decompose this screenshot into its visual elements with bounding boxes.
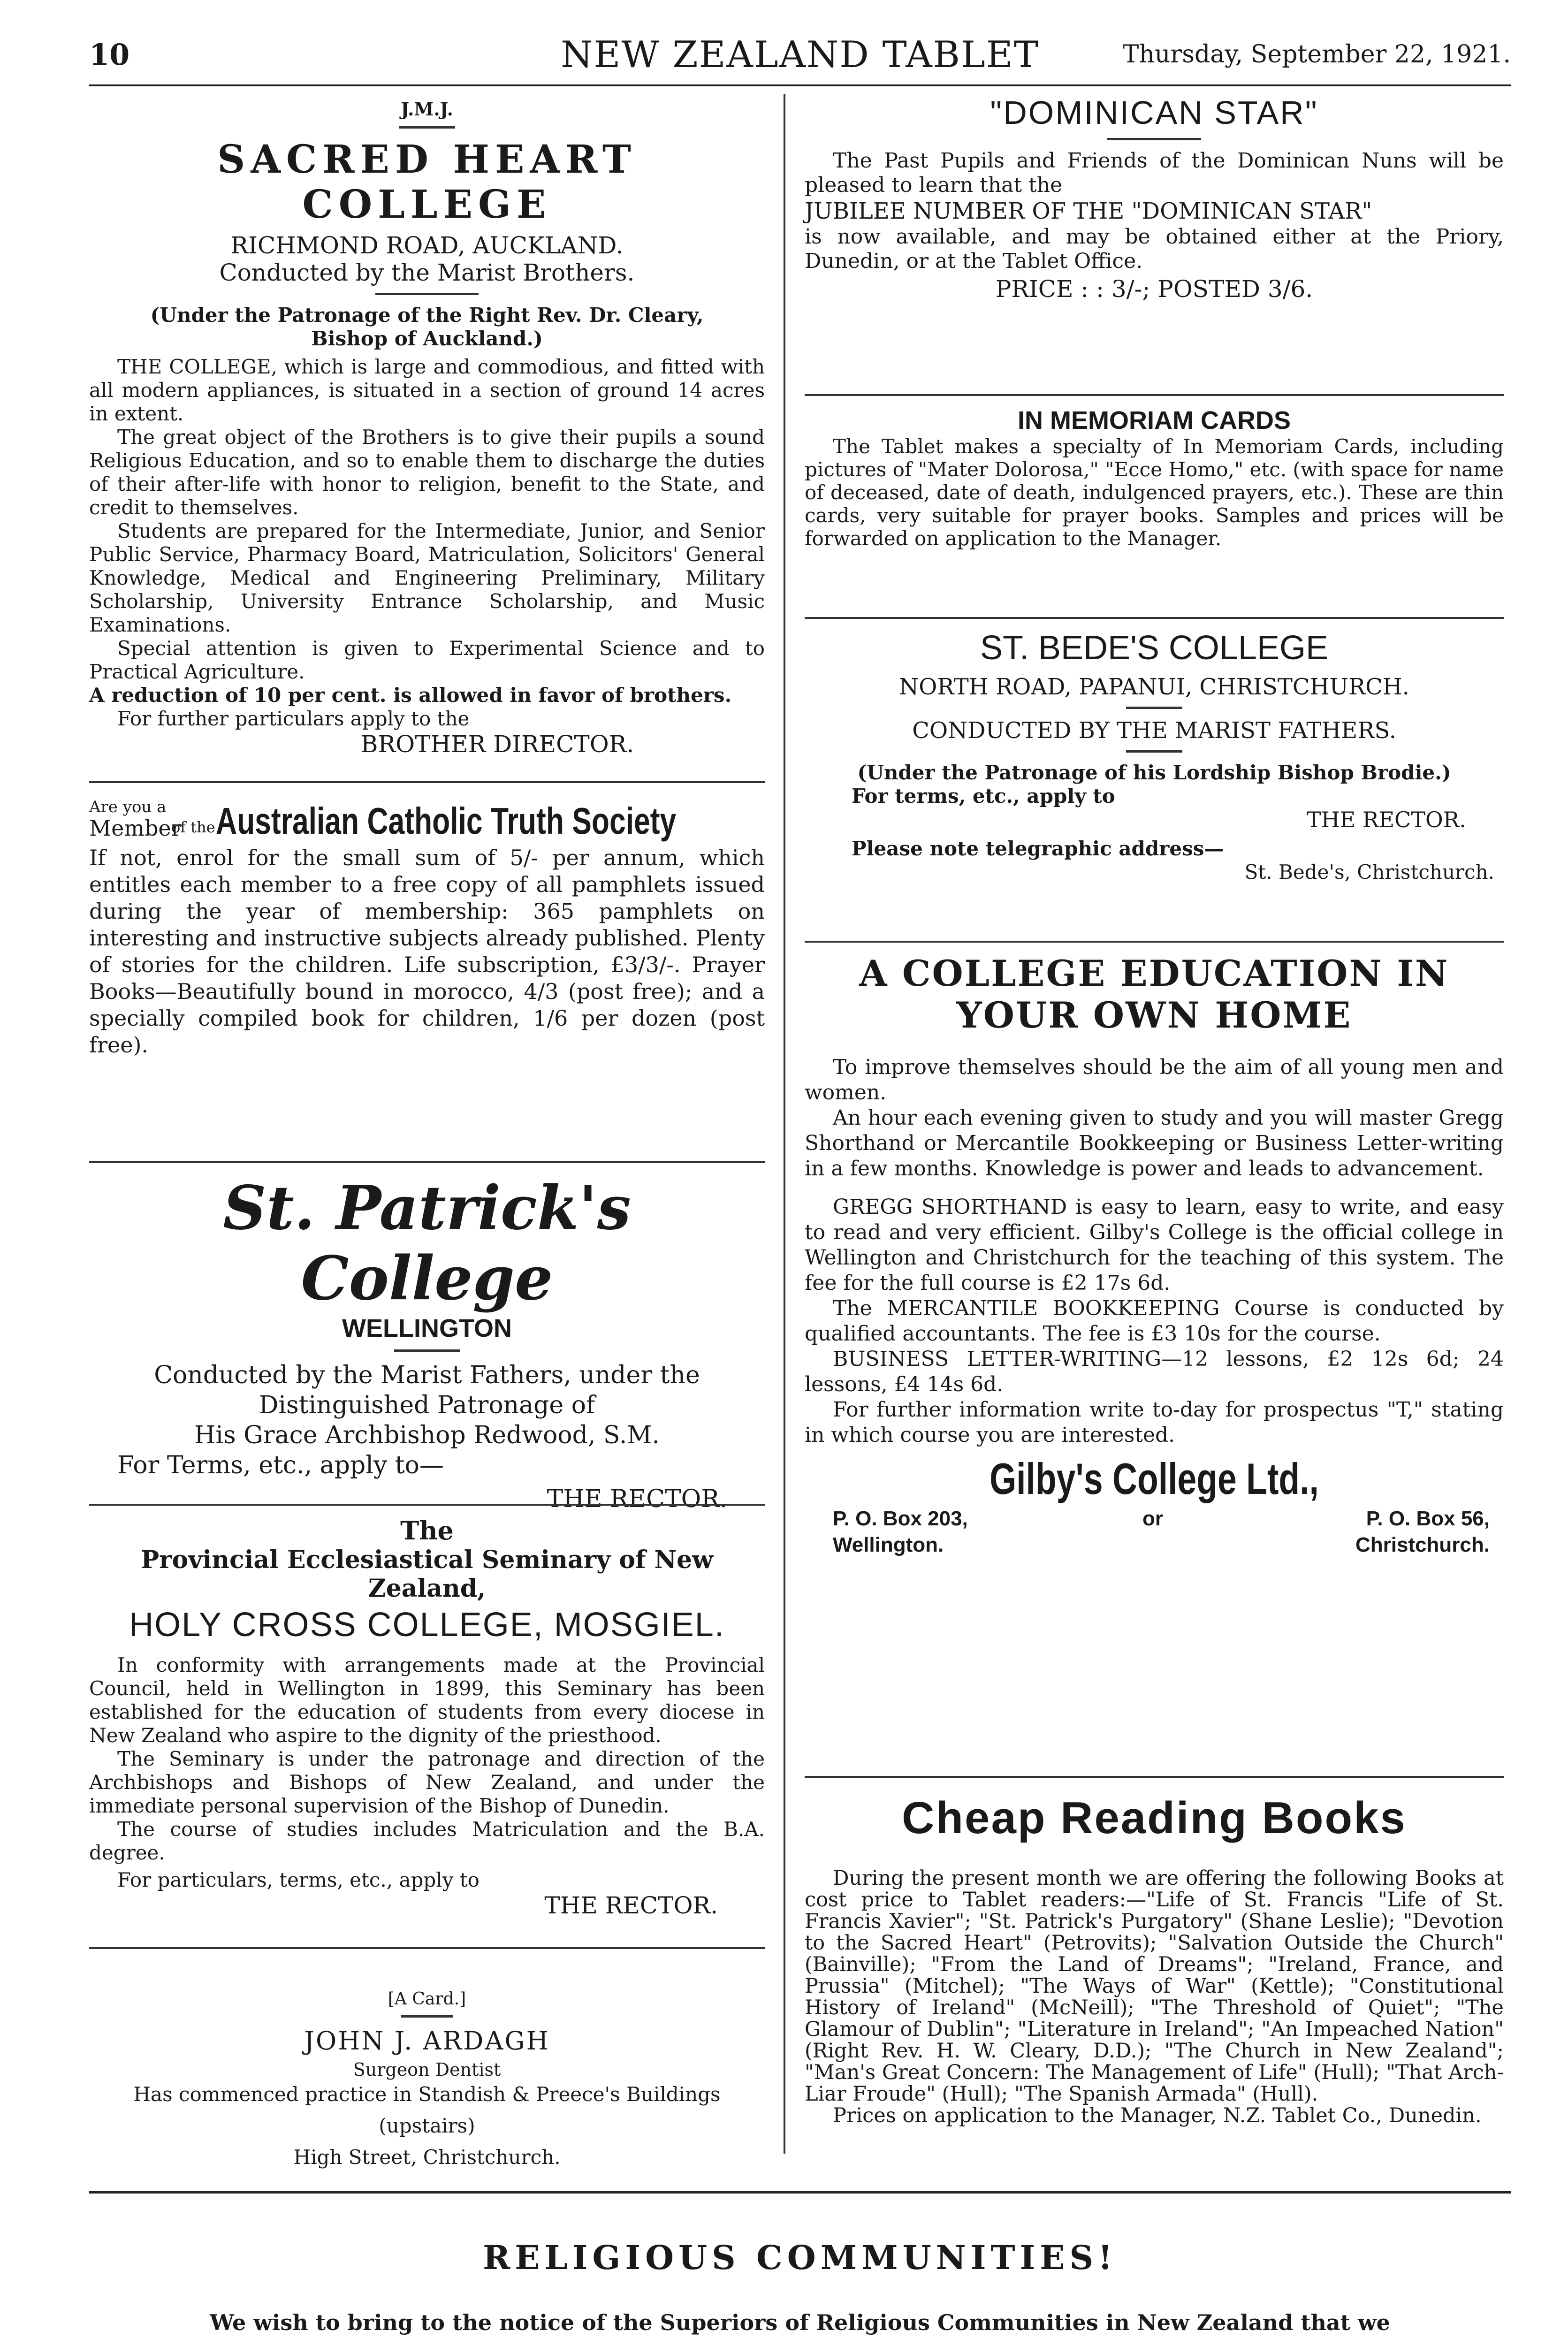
gilbys-box1: P. O. Box 203, — [833, 1507, 968, 1530]
gilbys-title-2: YOUR OWN HOME — [956, 994, 1352, 1036]
st-patricks-l1: Conducted by the Marist Fathers, under the — [154, 1361, 700, 1389]
holy-cross-p1: In conformity with arrangements made at the Provincial Council, held in Wellington in 1899, this Seminary has been established for the education of students from every diocese in New Zealand who aspire to the dignity of the priesthood. — [89, 1653, 765, 1747]
gilbys-p4: The MERCANTILE BOOKKEEPING Course is conducted by qualified accountants. The fee is £3 10s for the course. — [805, 1296, 1504, 1346]
st-patricks-l4: For Terms, etc., apply to— — [117, 1451, 444, 1479]
st-bedes-l4: Please note telegraphic address— — [852, 837, 1224, 860]
left-column — [89, 94, 785, 2169]
truth-society-body: If not, enrol for the small sum of 5/- per annum, which entitles each member to a free copy of all pamphlets issued during the year of membership: 365 pamphlets on interesting and instructive subjects already published. Plenty of stories for the children. Life subscription, £3/3/-. Prayer Books—Beautifully bound in morocco, 4/3 (post free); and a specially compiled book for children, 1/6 per dozen (post free). — [89, 845, 765, 1058]
cheap-body: During the present month we are offering the following Books at cost price to Tablet readers:—"Life of St. Francis "Life of St. Francis Xavier"; "St. Patrick's Purgatory" (Shane Leslie); "Devotion to the Sacred Heart" (Petrovits); "Salvation Outside the Church" (Bainville); "From the Land of Dreams"; "Ireland, France, and Prussia" (Mitchel); "The Ways of War" (Kettle); "Constitutional History of Ireland" (McNeill); "The Threshold of Quiet"; "The Glamour of Dublin"; "Literature in Ireland"; "An Impeached Nation" (Right Rev. H. W. Cleary, D.D.); "The Church in New Zealand"; "Man's Great Concern: The Management of Life" (Hull); "That Arch-Liar Froude" (Hull); "The Spanish Armada" (Hull). — [805, 1866, 1504, 2106]
dominican-price: PRICE : : 3/-; POSTED 3/6. — [995, 275, 1313, 303]
gilbys-p6: For further information write to-day for prospectus "T," stating in which course you are interested. — [805, 1398, 1504, 1447]
cheap-books-ad — [805, 1792, 1504, 2126]
religious-title: RELIGIOUS COMMUNITIES! — [483, 2238, 1117, 2277]
sacred-heart-conducted: Conducted by the Marist Brothers. — [219, 259, 635, 286]
gilbys-or: or — [1142, 1507, 1163, 1530]
ardagh-l2: (upstairs) — [379, 2114, 475, 2137]
holy-cross-p3: The course of studies includes Matriculation and the B.A. degree. — [89, 1818, 765, 1864]
holy-cross-the: The — [400, 1516, 454, 1546]
of-the-label: of the — [171, 818, 215, 836]
ardagh-l3: High Street, Christchurch. — [293, 2146, 561, 2169]
jmj-line: J.M.J. — [401, 99, 453, 120]
are-you-label: Are you a — [89, 798, 167, 816]
gilbys-p5: BUSINESS LETTER-WRITING—12 lessons, £2 12s 6d; 24 lessons, £4 14s 6d. — [805, 1347, 1504, 1396]
sacred-heart-p3: Students are prepared for the Intermediate, Junior, and Senior Public Service, Pharmacy Board, Matriculation, Solicitors' General Knowledge, Medical and Engineering Preliminary, Military Scholarship, University Entrance Scholarship, and Music Examinations. — [89, 519, 765, 636]
st-bedes-ad — [805, 629, 1504, 884]
cheap-prices: Prices on application to the Manager, N.Z. Tablet Co., Dunedin. — [833, 2104, 1482, 2127]
cheap-title: Cheap Reading Books — [902, 1793, 1407, 1843]
st-patricks-ad — [89, 1173, 765, 1518]
dominican-body2: is now available, and may be obtained either at the Priory, Dunedin, or at the Tablet Office. — [805, 225, 1504, 273]
sacred-heart-title: SACRED HEART COLLEGE — [217, 137, 637, 227]
gilbys-name: Gilby's College Ltd., — [990, 1454, 1319, 1503]
holy-cross-p4: For particulars, terms, etc., apply to — [117, 1868, 480, 1891]
masthead-title: NEW ZEALAND TABLET — [561, 34, 1039, 76]
page-number: 10 — [89, 38, 130, 72]
st-bedes-conducted: CONDUCTED BY THE MARIST FATHERS. — [912, 717, 1396, 744]
sacred-heart-p5: A reduction of 10 per cent. is allowed in favor of brothers. — [89, 684, 732, 707]
st-bedes-title: ST. BEDE'S COLLEGE — [980, 629, 1328, 667]
ardagh-l1: Has commenced practice in Standish & Preece's Buildings — [133, 2083, 721, 2106]
st-patricks-city: WELLINGTON — [342, 1314, 512, 1342]
st-bedes-address: NORTH ROAD, PAPANUI, CHRISTCHURCH. — [899, 674, 1409, 700]
issue-date: Thursday, September 22, 1921. — [1122, 40, 1511, 69]
card-label: [A Card.] — [388, 1989, 466, 2009]
dominican-body: The Past Pupils and Friends of the Dominican Nuns will be pleased to learn that the — [805, 149, 1504, 197]
st-patricks-l3: His Grace Archbishop Redwood, S.M. — [194, 1421, 660, 1449]
dominican-jubilee: JUBILEE NUMBER OF THE "DOMINICAN STAR" — [805, 198, 1372, 224]
gilbys-p1: To improve themselves should be the aim of all young men and women. — [805, 1055, 1504, 1104]
sacred-heart-p6: For further particulars apply to the — [117, 707, 470, 730]
st-patricks-l2: Distinguished Patronage of — [259, 1391, 595, 1419]
sacred-heart-address: RICHMOND ROAD, AUCKLAND. — [230, 232, 624, 259]
st-patricks-signoff: THE RECTOR. — [547, 1485, 727, 1513]
st-bedes-l1: (Under the Patronage of his Lordship Bishop Brodie.) — [857, 761, 1451, 784]
page-header — [89, 28, 1511, 86]
holy-cross-title: HOLY CROSS COLLEGE, MOSGIEL. — [129, 1606, 725, 1644]
st-patricks-title: St. Patrick's College — [223, 1173, 631, 1314]
gilbys-ad — [805, 952, 1504, 1563]
memoriam-body: The Tablet makes a specialty of In Memoriam Cards, including pictures of "Mater Dolorosa," "Ecce Homo," etc. (with space for name of deceased, date of death, indulgenced prayers, etc.). These are thin cards, very suitable for prayer books. Samples and prices will be forwarded on application to the Manager. — [805, 435, 1504, 550]
gilbys-title-1: A COLLEGE EDUCATION IN — [859, 952, 1449, 994]
religious-l1: We wish to bring to the notice of the Superiors of Religious Communities in New Zealand that we — [210, 2310, 1390, 2335]
right-column — [805, 94, 1511, 2154]
memoriam-ad — [805, 406, 1504, 550]
gilbys-p2: An hour each evening given to study and you will master Gregg Shorthand or Mercantile Bookkeeping or Business Letter-writing in a few months. Knowledge is power and leads to advancement. — [805, 1106, 1504, 1181]
sacred-heart-p4: Special attention is given to Experimental Science and to Practical Agriculture. — [89, 637, 765, 683]
sacred-heart-p2: The great object of the Brothers is to give their pupils a sound Religious Education, and so to enable them to discharge the duties of their after-life with honor to religion, benefit to the State, and credit to themselves. — [89, 426, 765, 519]
ardagh-name: JOHN J. ARDAGH — [304, 2026, 550, 2056]
gilbys-city1: Wellington. — [833, 1533, 944, 1556]
holy-cross-p2: The Seminary is under the patronage and direction of the Archbishops and Bishops of New Zealand, and under the immediate personal supervision of the Bishop of Dunedin. — [89, 1747, 765, 1817]
truth-society-name: Australian Catholic Truth Society — [216, 800, 677, 842]
ardagh-role: Surgeon Dentist — [353, 2059, 501, 2080]
memoriam-title: IN MEMORIAM CARDS — [1018, 406, 1291, 434]
holy-cross-signoff: THE RECTOR. — [544, 1892, 718, 1919]
dominican-star-ad — [805, 94, 1504, 305]
sacred-heart-p1: THE COLLEGE, which is large and commodious, and fitted with all modern appliances, is situated in a section of ground 14 acres in extent. — [89, 355, 765, 425]
st-bedes-l3: THE RECTOR. — [1306, 807, 1466, 832]
st-bedes-l5: St. Bede's, Christchurch. — [1244, 861, 1494, 884]
gilbys-box2: P. O. Box 56, — [1366, 1507, 1490, 1530]
holy-cross-sub: Provincial Ecclesiastical Seminary of New Zealand, — [141, 1546, 713, 1603]
truth-society-ad — [89, 798, 765, 1059]
sacred-heart-patronage: (Under the Patronage of the Right Rev. Dr. Cleary, Bishop of Auckland.) — [150, 304, 704, 350]
religious-communities-ad — [89, 2205, 1511, 2346]
ardagh-card — [89, 1989, 765, 2169]
st-bedes-l2: For terms, etc., apply to — [852, 785, 1115, 807]
dominican-title: "DOMINICAN STAR" — [990, 94, 1318, 131]
gilbys-p3: GREGG SHORTHAND is easy to learn, easy to write, and easy to read and very efficient. Gilby's College is the official college in Wellington and Christchurch for the teaching of this system. The fee for the full course is £2 17s 6d. — [805, 1195, 1504, 1295]
sacred-heart-ad — [89, 94, 765, 758]
holy-cross-ad — [89, 1516, 765, 1919]
member-label: Member — [89, 815, 182, 841]
sacred-heart-signoff: BROTHER DIRECTOR. — [360, 731, 634, 758]
gilbys-city2: Christchurch. — [1355, 1533, 1490, 1556]
newspaper-page — [89, 28, 1511, 2346]
